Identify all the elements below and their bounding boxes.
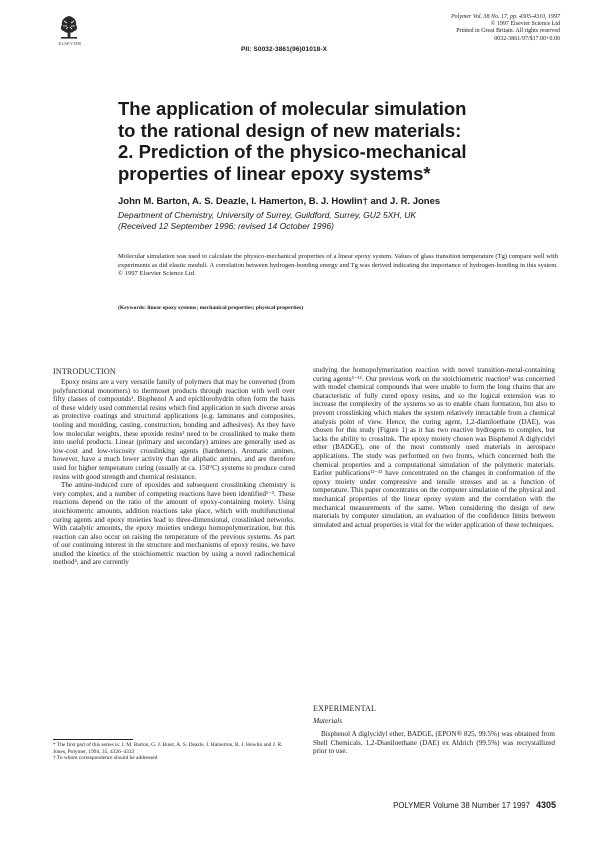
- article-title: [118, 98, 558, 184]
- intro-paragraph-2: The amine-induced cure of epoxides and subsequent crosslinking chemistry is very complex, and a number of competing reactions have been identified¹⁻³. These reactions depend on the ratio of the amount of epoxy-containing moiety. Using stoichiometric amounts, addition reactions take place, which with multifunctional curing agents and epoxy moieties lead to three-dimensional, crosslinked networks. With catalytic amounts, the epoxy moieties undergo homopolymerization, but this reaction can also occur on raising the temperature of the previous systems. As part of our continuing interest in the structure and mechanisms of epoxy resins, we have studied the kinetics of the stoichiometric reaction by using a novel radiochemical method⁴, and are currently: [53, 481, 295, 567]
- footer-journal: POLYMER Volume 38 Number 17 1997: [393, 801, 530, 810]
- materials-paragraph: Bisphenol A diglycidyl ether, BADGE, (EPON® 825, 99.5%) was obtained from Shell Chemicals. 1,2-Dianiloethane (DAE) ex Aldrich (99.5%) was recrystallized prior to use.: [313, 730, 555, 756]
- title-line: The application of molecular simulation: [118, 98, 467, 119]
- intro-paragraph-1: Epoxy resins are a very versatile family of polymers that may be converted (from polyfunctional monomers) to thermoset products through reaction with well over fifty classes of compounds¹. Bisphenol A and epichlorohydrin often form the basis of these widely used commercial resins which find application in such diverse areas as protective coatings and structural applications (e.g. laminates and composites, tooling and moulding, casting, construction, bonding and adhesives). As they have low molecular weights, these epoxide resins² need to be crosslinked to make them into useful products. Linear (primary and secondary) amines are generally used as low-cost and low-viscosity crosslinking agents (hardeners). Aromatic amines, however, have a much lower activity than the aliphatic amines, and are therefore used for higher temperature curing (usually at ca. 150°C) systems to produce cured resins with good strength and chemical resistance.: [53, 378, 295, 481]
- affiliation-address: Department of Chemistry, University of Surrey, Guildford, Surrey, GU2 5XH, UK: [118, 210, 417, 220]
- footnote-divider: [53, 739, 133, 740]
- received-dates: (Received 12 September 1996; revised 14 October 1996): [118, 221, 334, 231]
- journal-info-line: © 1997 Elsevier Science Ltd: [490, 21, 560, 28]
- title-line: 2. Prediction of the physico-mechanical: [118, 141, 467, 162]
- footnote-correspondence: † To whom correspondence should be addressed: [53, 755, 158, 762]
- title-line: to the rational design of new materials:: [118, 119, 462, 141]
- journal-info-line: 0032-3861/97/$17.00+0.00: [494, 35, 560, 42]
- publisher-caption: ELSEVIER: [58, 41, 82, 46]
- journal-info-line: Printed in Great Britain. All rights reserved: [456, 28, 560, 35]
- right-column: [313, 366, 555, 529]
- footnotes: [53, 742, 295, 762]
- left-column: [53, 378, 295, 567]
- affiliation: [118, 210, 558, 232]
- materials-subheading: Materials: [313, 716, 343, 725]
- journal-info-line: Polymer Vol. 38 No. 17, pp. 4305-4310, 1997: [451, 14, 560, 20]
- page-number: 4305: [535, 800, 556, 810]
- journal-info: [390, 14, 560, 43]
- experimental-heading: EXPERIMENTAL: [313, 704, 377, 713]
- pii-code: PII: S0032-3861(96)01018-X: [241, 46, 328, 53]
- introduction-heading: INTRODUCTION: [53, 367, 116, 376]
- keywords: (Keywords: linear epoxy systems; mechanical properties; physical properties): [118, 305, 304, 311]
- elsevier-tree-logo: [58, 14, 80, 40]
- abstract: Molecular simulation was used to calculate the physico-mechanical properties of a linear epoxy system. Values of glass transition temperature (Tg) compare well with experiments as did elastic moduli. A correlation between hydrogen-bonding energy and Tg was derived indicating the importance of hydrogen-bonding in this system. © 1997 Elsevier Science Ltd.: [118, 253, 558, 278]
- materials-section: [313, 730, 555, 756]
- author-list: John M. Barton, A. S. Deazle, I. Hamerton, B. J. Howlin† and J. R. Jones: [118, 196, 441, 207]
- title-line: properties of linear epoxy systems*: [118, 162, 431, 184]
- intro-paragraph-3: studying the homopolymerization reaction with novel transition-metal-containing curing agents⁵⁻¹¹. Our previous work on the stoichiometric reaction³ was concerned with model chemical compounds that were unable to form the long chains that are characteristic of fully cured epoxy resins, and so the logical extension was to increase the complexity of the systems so as to enable chain formation, but also to prevent crosslinking which makes the system relatively intractable from a chemical analysis point of view. Hence, the curing agent, 1,2-dianiloethane (DAE), was chosen for this study (Figure 1) as it has two reactive hydrogens to complex, but lacks the ability to crosslink. The epoxy moiety chosen was Bisphenol A diglycidyl ether (BADGE), one of the most commonly used materials in aerospace applications. The study was performed on two fronts, which concerned both the chemical properties and a computational simulation of the polymeric materials. Earlier publications¹²⁻¹³ have concentrated on the changes in conformation of the epoxy moiety under compressive and tensile stresses and as a function of temperature. This paper concentrates on the computer simulation of the physical and mechanical properties of the linear epoxy system and the correlation with the mechanical measurements of the same. When considering the design of new materials by computer simulation, an evaluation of the confidence limits between simulated and actual properties is vital for the wider application of these techniques.: [313, 366, 555, 529]
- footnote-series: * The first part of this series is: J. M. Barton, G. J. Buist, A. S. Deazle, I. Hamerton, B. J. Howlin and J. R. Jones, Polymer, 1994, 35, 4326–4333: [53, 742, 283, 755]
- page-footer: [330, 800, 556, 810]
